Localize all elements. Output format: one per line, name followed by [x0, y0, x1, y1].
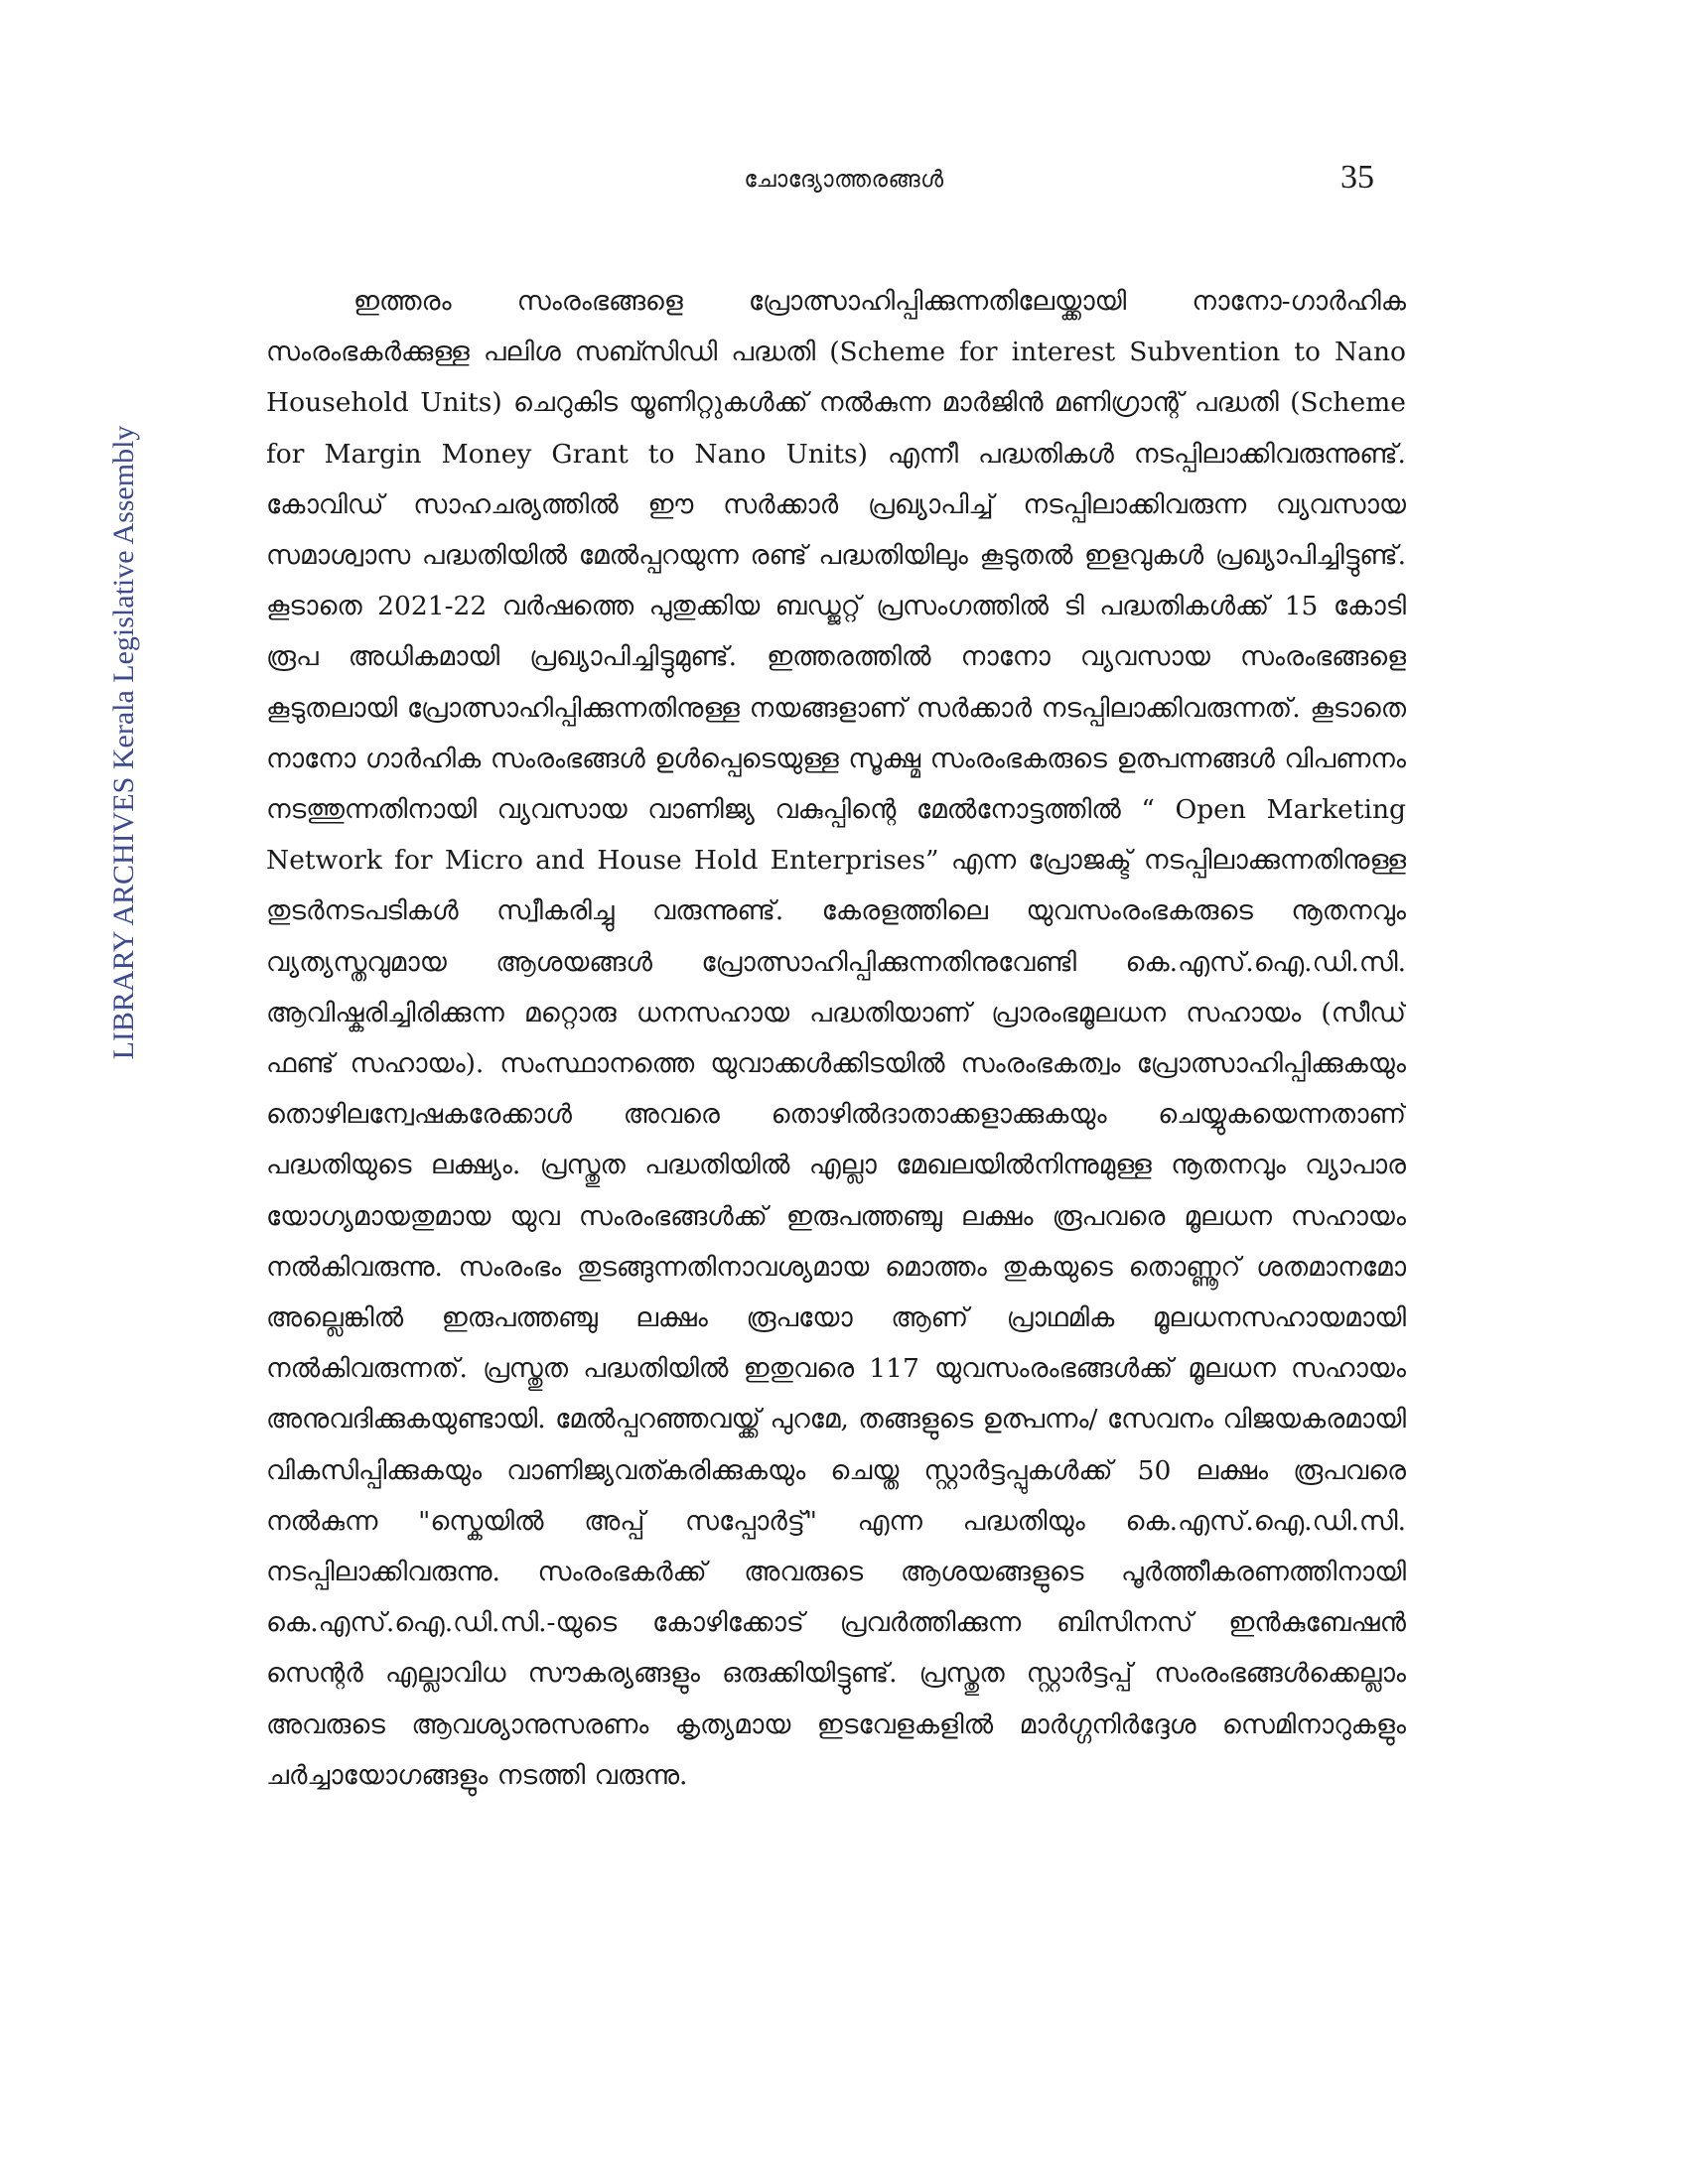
page-number: 35 [1340, 159, 1374, 196]
body-paragraph: ഇത്തരം സംരംഭങ്ങളെ പ്രോത്സാഹിപ്പിക്കുന്നതിലേയ്ക്കായി നാനോ-ഗാർഹിക സംരംഭകർക്കുള്ള പലിശ സബ്സിഡി പദ്ധതി (Scheme for interest Subvention to Nano Household Units) ചെറുകിട യൂണിറ്റുകൾക്ക് നൽകുന്ന മാർജിൻ മണിഗ്രാന്റ് പദ്ധതി (Scheme for Margin Money Grant to Nano Units) എന്നീ പദ്ധതികൾ നടപ്പിലാക്കിവരുന്നുണ്ട്. കോവിഡ് സാഹചര്യത്തിൽ ഈ സർക്കാർ പ്രഖ്യാപിച്ച് നടപ്പിലാക്കിവരുന്ന വ്യവസായ സമാശ്വാസ പദ്ധതിയിൽ മേൽപ്പറയുന്ന രണ്ട് പദ്ധതിയിലും കൂടുതൽ ഇളവുകൾ പ്രഖ്യാപിച്ചിട്ടുണ്ട്. കൂടാതെ 2021-22 വർഷത്തെ പുതുക്കിയ ബഡ്ജറ്റ് പ്രസംഗത്തിൽ ടി പദ്ധതികൾക്ക് 15 കോടി രൂപ അധികമായി പ്രഖ്യാപിച്ചിട്ടുമുണ്ട്. ഇത്തരത്തിൽ നാനോ വ്യവസായ സംരംഭങ്ങളെ കൂടുതലായി പ്രോത്സാഹിപ്പിക്കുന്നതിനുള്ള നയങ്ങളാണ് സർക്കാർ നടപ്പിലാക്കിവരുന്നത്. കൂടാതെ നാനോ ഗാർഹിക സംരംഭങ്ങൾ ഉൾപ്പെടെയുള്ള സൂക്ഷ്മ സംരംഭകരുടെ ഉത്പന്നങ്ങൾ വിപണനം നടത്തുന്നതിനായി വ്യവസായ വാണിജ്യ വകുപ്പിന്റെ മേൽനോട്ടത്തിൽ “ Open Marketing Network for Micro and House Hold Enterprises” എന്ന പ്രോജക്ട് നടപ്പിലാക്കുന്നതിനുള്ള തുടർനടപടികൾ സ്വീകരിച്ചു വരുന്നുണ്ട്. കേരളത്തിലെ യുവസംരംഭകരുടെ നൂതനവും വ്യത്യസ്തവുമായ ആശയങ്ങൾ പ്രോത്സാഹിപ്പിക്കുന്നതിനുവേണ്ടി കെ.എസ്.ഐ.ഡി.സി. ആവിഷ്കരിച്ചിരിക്കുന്ന മറ്റൊരു ധനസഹായ പദ്ധതിയാണ് പ്രാരംഭമൂലധന സഹായം (സീഡ് ഫണ്ട് സഹായം). സംസ്ഥാനത്തെ യുവാക്കൾക്കിടയിൽ സംരംഭകത്വം പ്രോത്സാഹിപ്പിക്കുകയും തൊഴിലന്വേഷകരേക്കാൾ അവരെ തൊഴിൽദാതാക്കളാക്കുകയും ചെയ്യുകയെന്നതാണ് പദ്ധതിയുടെ ലക്ഷ്യം. പ്രസ്തുത പദ്ധതിയിൽ എല്ലാ മേഖലയിൽനിന്നുമുള്ള നൂതനവും വ്യാപാര യോഗ്യമായതുമായ യുവ സംരംഭങ്ങൾക്ക് ഇരുപത്തഞ്ചു ലക്ഷം രൂപവരെ മൂലധന സഹായം നൽകിവരുന്നു. സംരംഭം തുടങ്ങുന്നതിനാവശ്യമായ മൊത്തം തുകയുടെ തൊണ്ണൂറ് ശതമാനമോ അല്ലെങ്കിൽ ഇരുപത്തഞ്ചു ലക്ഷം രൂപയോ ആണ് പ്രാഥമിക മൂലധനസഹായമായി നൽകിവരുന്നത്. പ്രസ്തുത പദ്ധതിയിൽ ഇതുവരെ 117 യുവസംരംഭങ്ങൾക്ക് മൂലധന സഹായം അനുവദിക്കുകയുണ്ടായി. മേൽപ്പറഞ്ഞവയ്ക്ക് പുറമേ, തങ്ങളുടെ ഉത്പന്നം/ സേവനം വിജയകരമായി വികസിപ്പിക്കുകയും വാണിജ്യവത്കരിക്കുകയും ചെയ്ത സ്റ്റാർട്ടപ്പുകൾക്ക് 50 ലക്ഷം രൂപവരെ നൽകുന്ന "സ്കെയിൽ അപ്പ് സപ്പോർട്ട്" എന്ന പദ്ധതിയും കെ.എസ്.ഐ.ഡി.സി. നടപ്പിലാക്കിവരുന്നു. സംരംഭകർക്ക് അവരുടെ ആശയങ്ങളുടെ പൂർത്തീകരണത്തിനായി കെ.എസ്.ഐ.ഡി.സി.-യുടെ കോഴിക്കോട് പ്രവർത്തിക്കുന്ന ബിസിനസ് ഇൻകുബേഷൻ സെന്റർ എല്ലാവിധ സൗകര്യങ്ങളും ഒരുക്കിയിട്ടുണ്ട്. പ്രസ്തുത സ്റ്റാർട്ടപ്പ് സംരംഭങ്ങൾക്കെല്ലാം അവരുടെ ആവശ്യാനുസരണം കൃത്യമായ ഇടവേളകളിൽ മാർഗ്ഗനിർദ്ദേശ സെമിനാറുകളും ചർച്ചായോഗങ്ങളും നടത്തി വരുന്നു. [266, 286, 1406, 1791]
body-text [266, 276, 1406, 2043]
running-title: ചോദ്യോത്തരങ്ങൾ [744, 167, 944, 193]
archive-watermark: LIBRARY ARCHIVES Kerala Legislative Assembly [107, 425, 140, 1060]
